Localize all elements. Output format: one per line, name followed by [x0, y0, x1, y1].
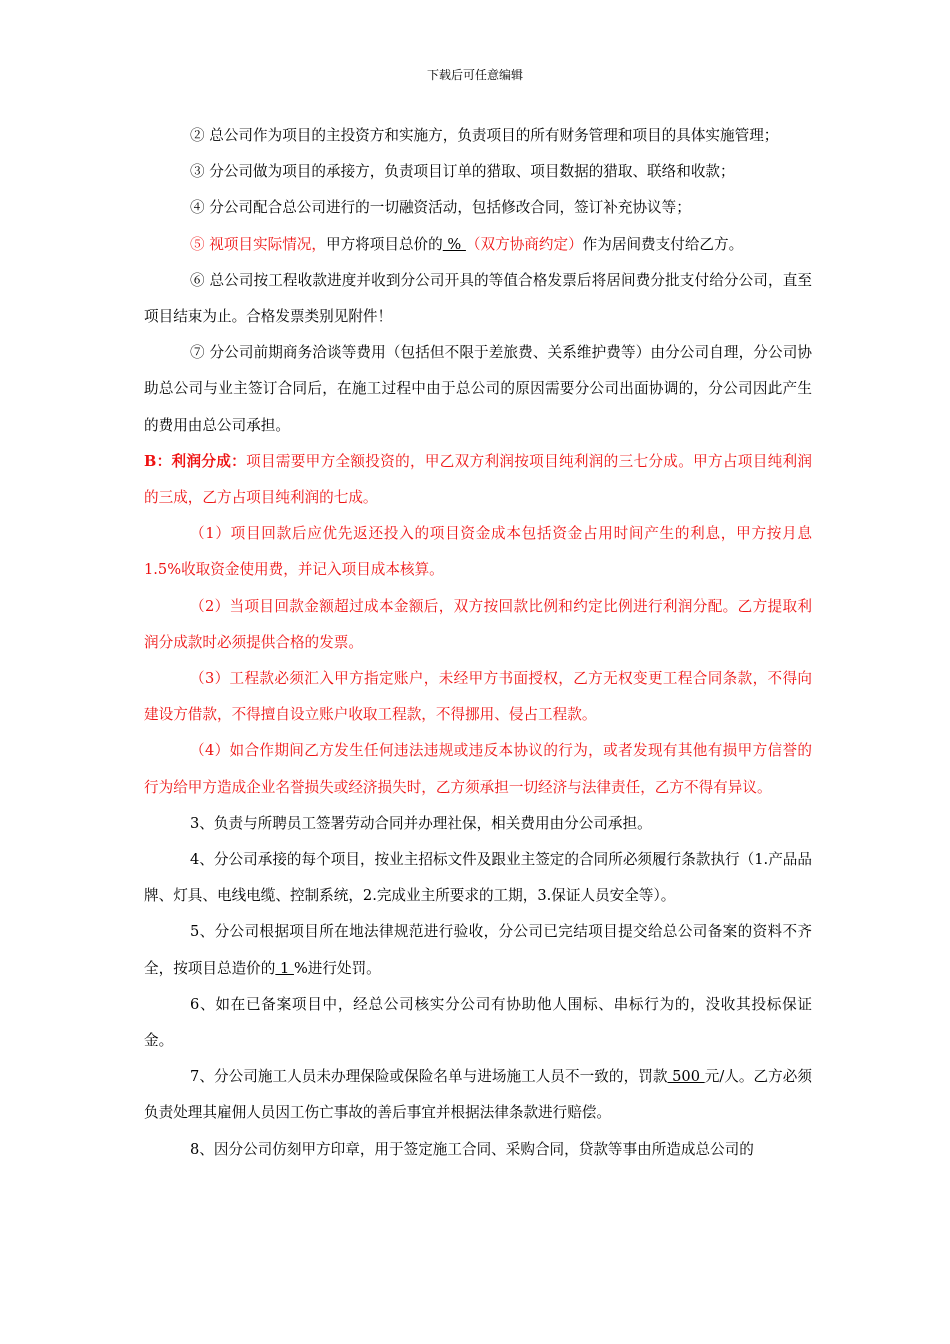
clause-5-text: 甲方将项目总价的 — [325, 235, 443, 253]
clause-5 — [144, 227, 812, 263]
section-b-label: B：利润分成： — [144, 452, 247, 470]
article-5-rate: 1 — [275, 959, 294, 977]
article-7 — [144, 1059, 812, 1131]
clause-5-prefix: ⑤ 视项目实际情况， — [190, 235, 326, 253]
article-7-suffix: 元/人。乙方必须负责处理其雇佣人员因工伤亡事故的善后事宜并根据法律条款进行赔偿。 — [144, 1068, 813, 1122]
page-header: 下载后可任意编辑 — [426, 68, 523, 82]
section-b-item-3: （3）工程款必须汇入甲方指定账户，未经甲方书面授权，乙方无权变更工程合同条款，不得向建设方借款，不得擅自设立账户收取工程款，不得挪用、侵占工程款。 — [144, 670, 812, 724]
section-b-text: 项目需要甲方全额投资的，甲乙双方利润按项目纯利润的三七分成。甲方占项目纯利润的三成，乙方占项目纯利润的七成。 — [144, 452, 812, 507]
article-3: 3、负责与所聘员工签署劳动合同并办理社保，相关费用由分公司承担。 — [190, 814, 652, 832]
article-7-text: 7、分公司施工人员未办理保险或保险名单与进场施工人员不一致的，罚款 — [190, 1068, 668, 1086]
article-7-fine: 500 — [667, 1068, 705, 1086]
clause-7: ⑦ 分公司前期商务洽谈等费用（包括但不限于差旅费、关系维护费等）由分公司自理，分公司协助总公司与业主签订合同后，在施工过程中由于总公司的原因需要分公司出面协调的，分公司因此产生的费用由总公司承担。 — [144, 344, 812, 434]
section-b-profit-share — [144, 444, 812, 516]
clause-2: ② 总公司作为项目的主投资方和实施方，负责项目的所有财务管理和项目的具体实施管理； — [190, 127, 779, 144]
article-6: 6、如在已备案项目中，经总公司核实分公司有协助他人围标、串标行为的，没收其投标保证金。 — [144, 995, 812, 1050]
clause-4: ④ 分公司配合总公司进行的一切融资活动，包括修改合同，签订补充协议等； — [190, 199, 691, 217]
article-8: 8、因分公司仿刻甲方印章，用于签定施工合同、采购合同，贷款等事由所造成总公司的 — [190, 1140, 754, 1158]
section-b-item-2: （2）当项目回款金额超过成本金额后，双方按回款比例和约定比例进行利润分配。乙方提取利润分成款时必须提供合格的发票。 — [144, 597, 812, 651]
clause-5-percent-blank: % — [442, 235, 466, 253]
document-body — [144, 118, 812, 1168]
article-5 — [144, 914, 812, 986]
clause-5-suffix: 作为居间费支付给乙方。 — [582, 235, 744, 253]
clause-5-note: （双方协商约定） — [465, 235, 583, 253]
article-4: 4、分公司承接的每个项目，按业主招标文件及跟业主签定的合同所必须履行条款执行（1.产品品牌、灯具、电线电缆、控制系统，2.完成业主所要求的工期，3.保证人员安全等）。 — [144, 851, 812, 905]
section-b-item-4: （4）如合作期间乙方发生任何违法违规或违反本协议的行为，或者发现有其他有损甲方信誉的行为给甲方造成企业名誉损失或经济损失时，乙方须承担一切经济与法律责任，乙方不得有异议。 — [144, 742, 812, 796]
clause-6: ⑥ 总公司按工程收款进度并收到分公司开具的等值合格发票后将居间费分批支付给分公司，直至项目结束为止。合格发票类别见附件！ — [144, 271, 812, 326]
section-b-item-1: （1）项目回款后应优先返还投入的项目资金成本包括资金占用时间产生的利息，甲方按月息 1.5%收取资金使用费，并记入项目成本核算。 — [144, 525, 812, 579]
clause-3: ③ 分公司做为项目的承接方，负责项目订单的猎取、项目数据的猎取、联络和收款； — [190, 163, 735, 181]
article-5-suffix: %进行处罚。 — [293, 959, 381, 977]
article-5-text: 5、分公司根据项目所在地法律规范进行验收，分公司已完结项目提交给总公司备案的资料不齐全，按项目总造价的 — [144, 923, 812, 977]
